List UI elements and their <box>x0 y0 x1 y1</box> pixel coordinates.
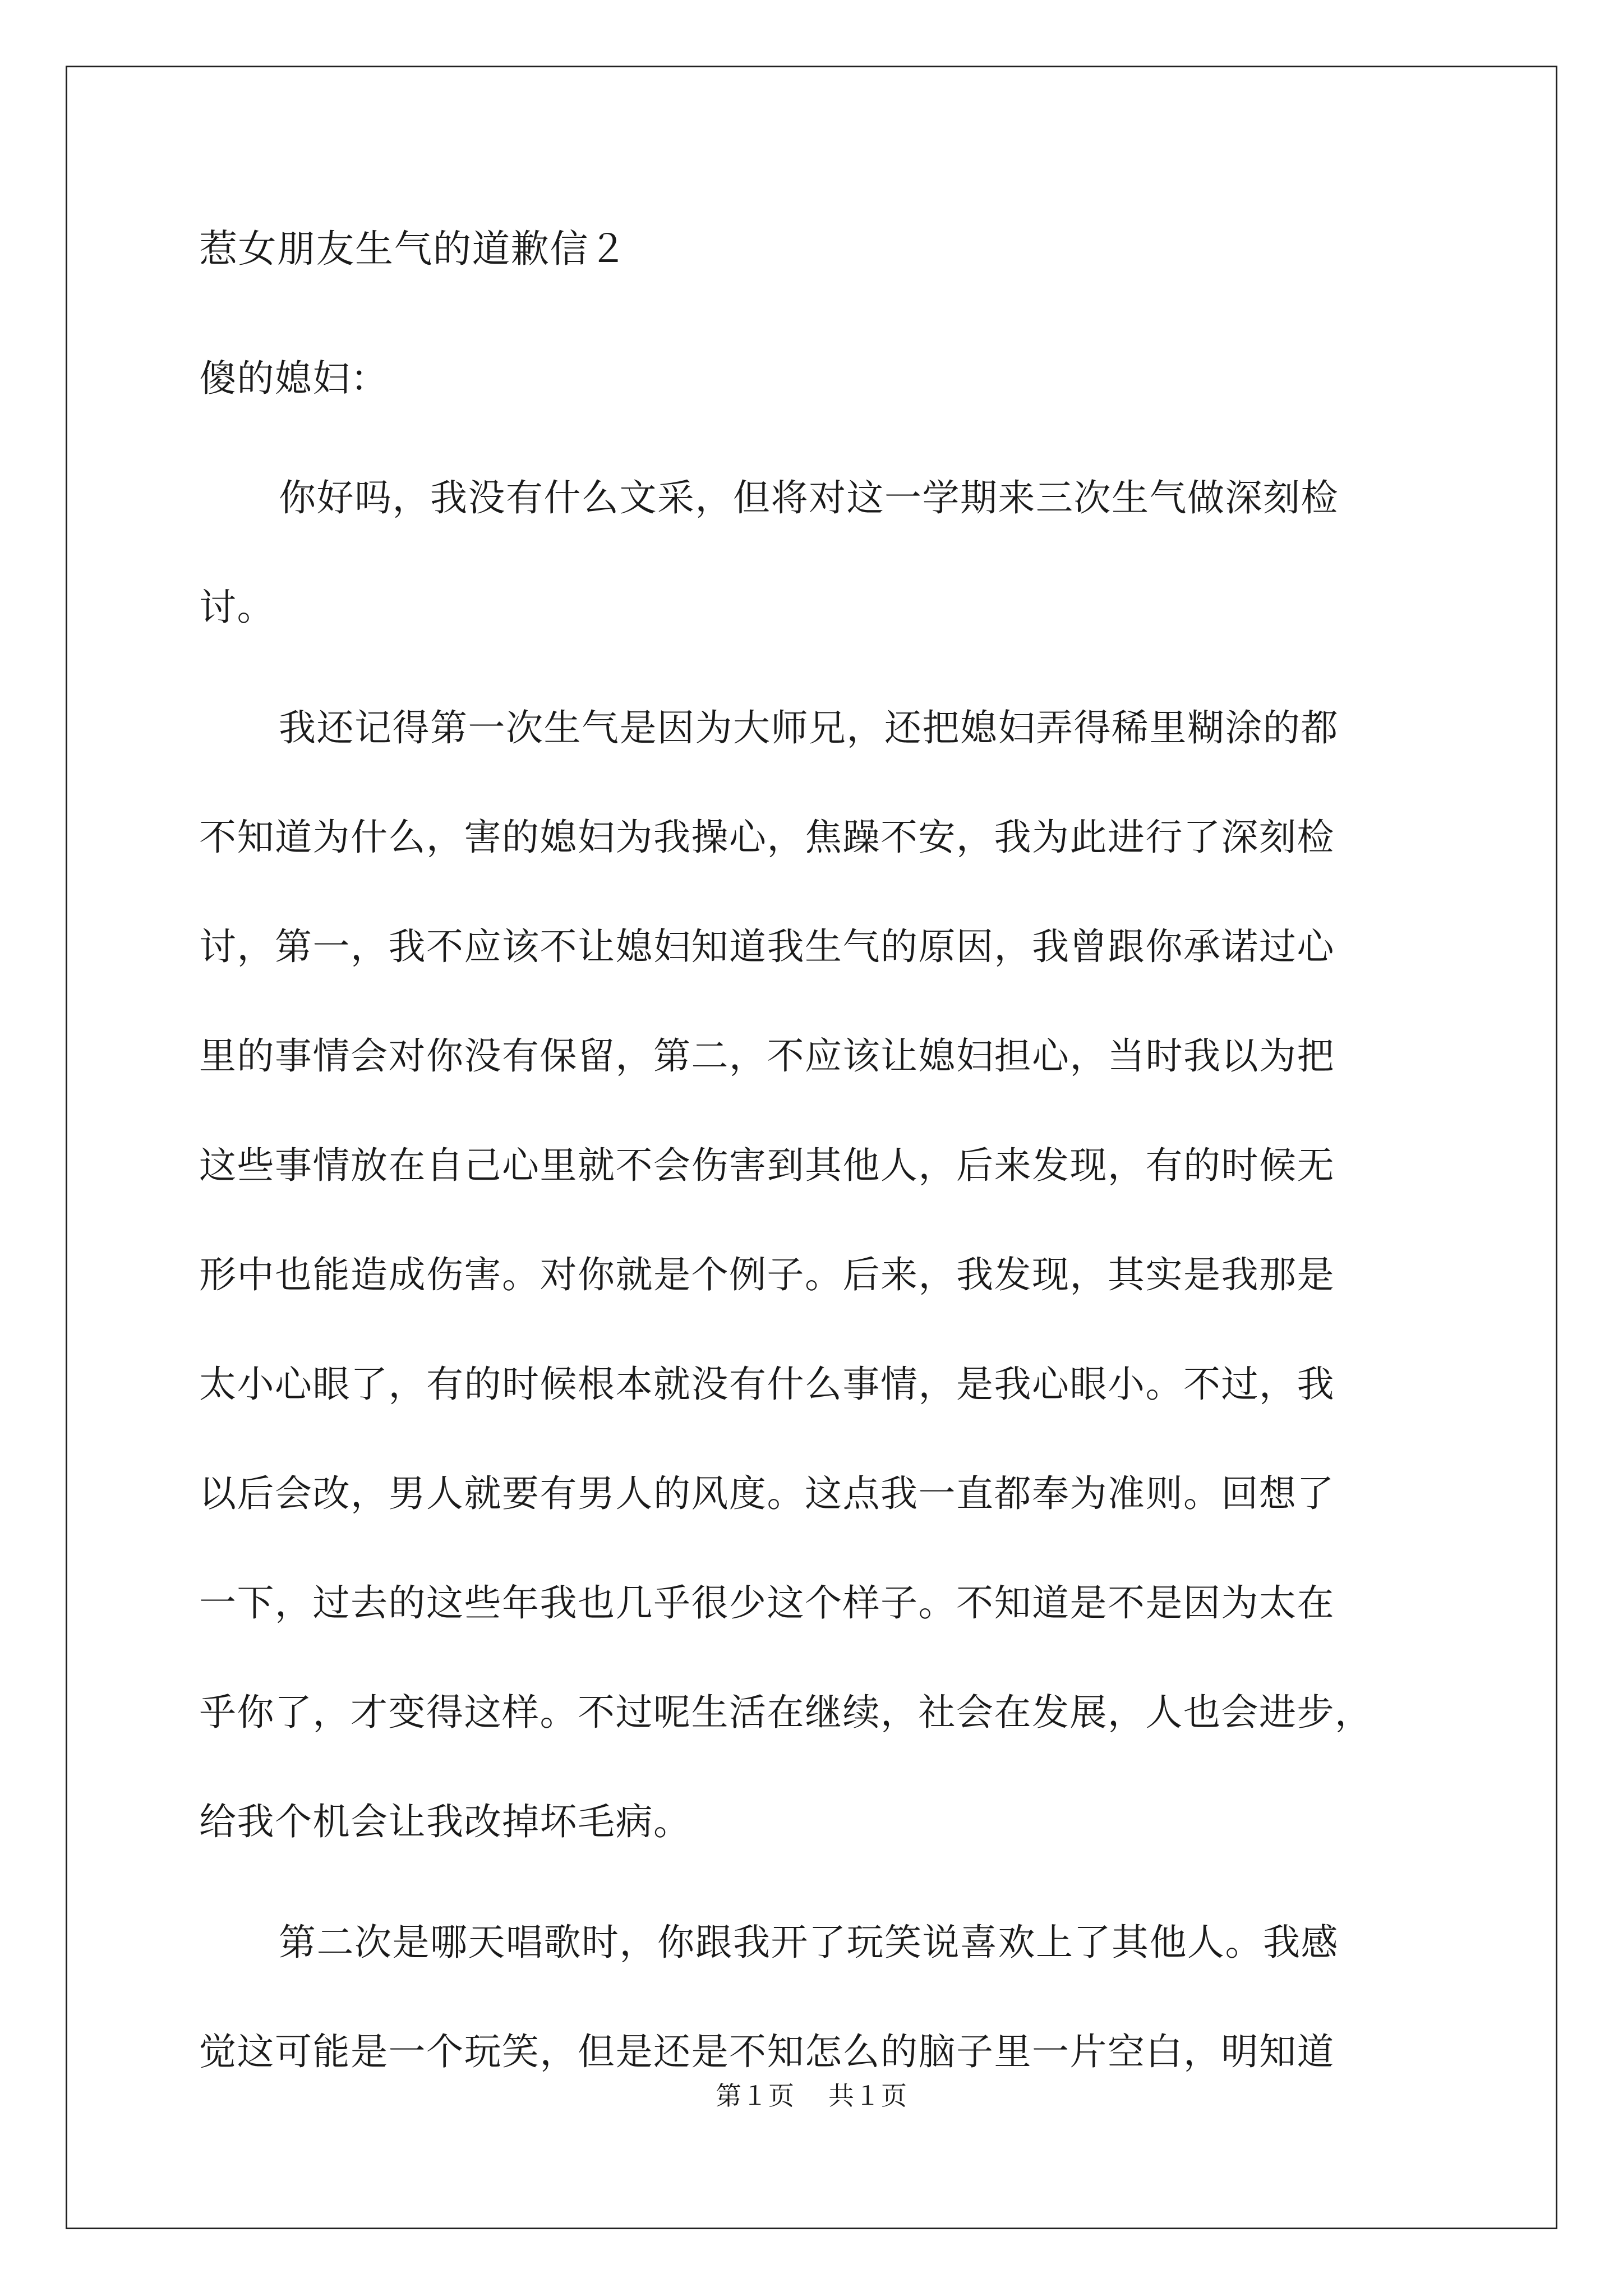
paragraph-1 <box>199 443 1422 662</box>
text-line: 太小心眼了，有的时候根本就没有什么事情，是我心眼小。不过，我 <box>199 1363 1335 1406</box>
text-line: 一下，过去的这些年我也几乎很少这个样子。不知道是不是因为太在 <box>199 1581 1335 1625</box>
paragraph-2 <box>199 673 1422 1876</box>
page-total: 共１页 <box>828 2081 907 2111</box>
text-line: 第二次是哪天唱歌时，你跟我开了玩笑说喜欢上了其他人。我感 <box>279 1921 1339 1964</box>
greeting: 傻的媳妇： <box>199 357 389 400</box>
text-line: 里的事情会对你没有保留，第二，不应该让媳妇担心，当时我以为把 <box>199 1034 1335 1078</box>
text-line: 这些事情放在自己心里就不会伤害到其他人，后来发现，有的时候无 <box>199 1144 1335 1187</box>
text-line: 讨，第一，我不应该不让媳妇知道我生气的原因，我曾跟你承诺过心 <box>199 925 1335 968</box>
text-line: 觉这可能是一个玩笑，但是还是不知怎么的脑子里一片空白，明知道 <box>199 2030 1335 2073</box>
text-line: 以后会改，男人就要有男人的风度。这点我一直都奉为准则。回想了 <box>199 1472 1335 1515</box>
text-line: 你好吗，我没有什么文采，但将对这一学期来三次生气做深刻检 <box>279 476 1339 519</box>
page-number: 第１页 <box>716 2081 795 2111</box>
text-line: 讨。 <box>199 586 275 629</box>
text-line: 乎你了，才变得这样。不过呢生活在继续，社会在发展，人也会进步， <box>199 1691 1373 1734</box>
text-line: 不知道为什么，害的媳妇为我操心，焦躁不安，我为此进行了深刻检 <box>199 816 1335 859</box>
text-line: 我还记得第一次生气是因为大师兄，还把媳妇弄得稀里糊涂的都 <box>279 706 1339 749</box>
document-body <box>199 213 1422 2106</box>
text-line: 给我个机会让我改掉坏毛病。 <box>199 1800 691 1843</box>
text-line: 形中也能造成伤害。对你就是个例子。后来，我发现，其实是我那是 <box>199 1253 1335 1296</box>
paragraph-3 <box>199 1888 1422 2106</box>
document-title: 惹女朋友生气的道歉信２ <box>199 227 628 272</box>
page-footer <box>0 2076 1623 2113</box>
